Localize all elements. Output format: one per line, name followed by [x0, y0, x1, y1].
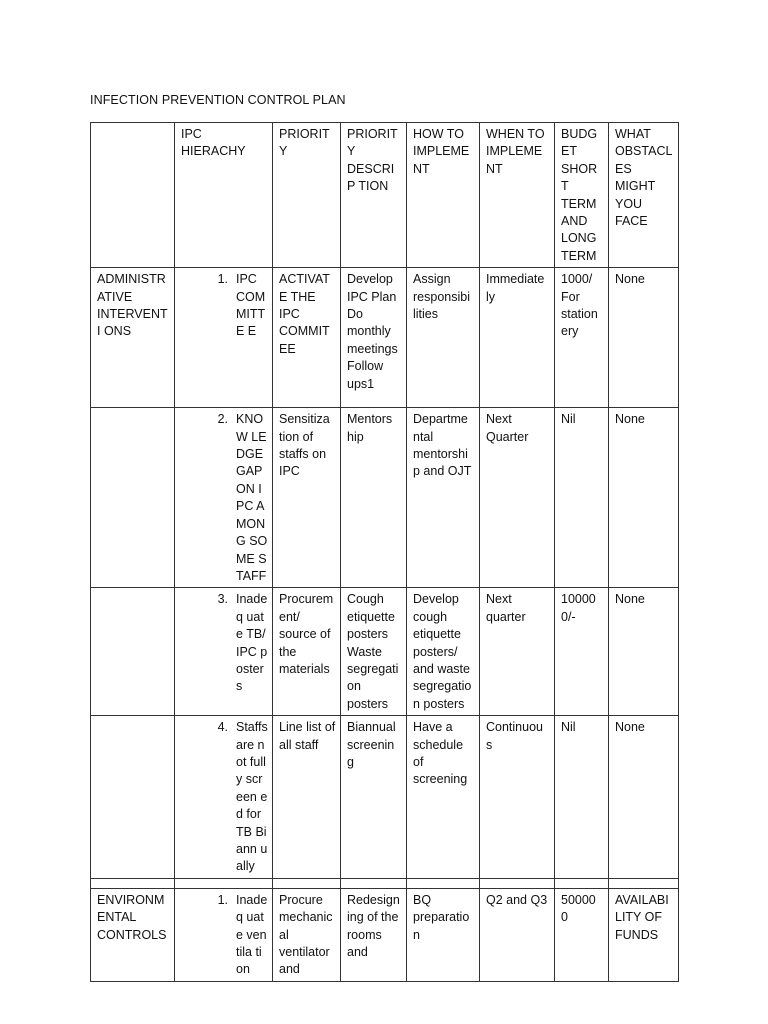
- budget-cell: Nil: [555, 408, 609, 588]
- description-cell: Mentors hip: [341, 408, 407, 588]
- description-cell: Redesign ing of the rooms and: [341, 888, 407, 981]
- ipc-cell: [175, 588, 273, 716]
- when-cell: Next quarter: [480, 588, 555, 716]
- ipc-text: IPC COM MITTE E: [236, 272, 266, 339]
- table-row: [91, 268, 679, 408]
- spacer-cell: [480, 878, 555, 888]
- header-how-to-implement: HOW TO IMPLEME NT: [407, 123, 480, 268]
- category-cell: [91, 408, 175, 588]
- category-cell: [91, 716, 175, 879]
- how-cell: Assign responsibi lities: [407, 268, 480, 408]
- spacer-cell: [91, 878, 175, 888]
- budget-cell: Nil: [555, 716, 609, 879]
- table-row: [91, 888, 679, 981]
- obstacles-cell: AVAILABI LITY OF FUNDS: [609, 888, 679, 981]
- ipc-cell: [175, 888, 273, 981]
- ipc-cell: [175, 408, 273, 588]
- item-number: 4.: [217, 720, 228, 735]
- how-cell: Have a schedule of screening: [407, 716, 480, 879]
- spacer-cell: [609, 878, 679, 888]
- category-cell: ADMINISTR ATIVE INTERVENTI ONS: [91, 268, 175, 408]
- header-priority-description: PRIORITY DESCRIP TION: [341, 123, 407, 268]
- ipc-cell: [175, 268, 273, 408]
- ipc-text: KNOW LEDGE GAP ON IPC AMON G SOME STAFF: [236, 412, 268, 583]
- when-cell: Next Quarter: [480, 408, 555, 588]
- spacer-cell: [407, 878, 480, 888]
- budget-cell: 50000 0: [555, 888, 609, 981]
- description-cell: Develop IPC Plan Do monthly meetings Follow ups1: [341, 268, 407, 408]
- header-obstacles: WHAT OBSTACL ES MIGHT YOU FACE: [609, 123, 679, 268]
- description-cell: Biannual screenin g: [341, 716, 407, 879]
- how-cell: Departme ntal mentorshi p and OJT: [407, 408, 480, 588]
- priority-cell: Procure mechanic al ventilator and: [273, 888, 341, 981]
- ipc-text: Staffs are not fully screen ed for TB Biann ually: [236, 720, 268, 874]
- priority-cell: Line list of all staff: [273, 716, 341, 879]
- budget-cell: 10000 0/-: [555, 588, 609, 716]
- obstacles-cell: None: [609, 588, 679, 716]
- table-row: [91, 716, 679, 879]
- description-cell: Cough etiquette posters Waste segregati on posters: [341, 588, 407, 716]
- when-cell: Q2 and Q3: [480, 888, 555, 981]
- header-category: [91, 123, 175, 268]
- spacer-cell: [341, 878, 407, 888]
- ipc-text: Inadeq uate TB/IPC poster s: [236, 592, 268, 694]
- priority-cell: ACTIVATE THE IPC COMMIT EE: [273, 268, 341, 408]
- ipc-cell: [175, 716, 273, 879]
- when-cell: Immediate ly: [480, 268, 555, 408]
- item-number: 1.: [217, 892, 228, 907]
- item-number: 1.: [217, 272, 228, 287]
- document-title: INFECTION PREVENTION CONTROL PLAN: [90, 93, 346, 107]
- ipc-text: Inadeq uate ventila tion: [236, 892, 268, 977]
- item-number: 3.: [217, 592, 228, 607]
- ipc-plan-table: [90, 122, 679, 982]
- header-priority: PRIORITY: [273, 123, 341, 268]
- header-when-to-implement: WHEN TO IMPLEME NT: [480, 123, 555, 268]
- obstacles-cell: None: [609, 408, 679, 588]
- header-row: [91, 123, 679, 268]
- header-budget: BUDG ET SHORT TERM AND LONG TERM: [555, 123, 609, 268]
- obstacles-cell: None: [609, 716, 679, 879]
- obstacles-cell: None: [609, 268, 679, 408]
- category-cell: [91, 588, 175, 716]
- spacer-row: [91, 878, 679, 888]
- table-row: [91, 408, 679, 588]
- budget-cell: 1000/ For station ery: [555, 268, 609, 408]
- how-cell: Develop cough etiquette posters/ and waste segregatio n posters: [407, 588, 480, 716]
- when-cell: Continuou s: [480, 716, 555, 879]
- table-row: [91, 588, 679, 716]
- spacer-cell: [273, 878, 341, 888]
- priority-cell: Sensitiza tion of staffs on IPC: [273, 408, 341, 588]
- item-number: 2.: [217, 412, 228, 427]
- category-cell: ENVIRONM ENTAL CONTROLS: [91, 888, 175, 981]
- spacer-cell: [175, 878, 273, 888]
- spacer-cell: [555, 878, 609, 888]
- how-cell: BQ preparatio n: [407, 888, 480, 981]
- priority-cell: Procurem ent/ source of the materials: [273, 588, 341, 716]
- header-ipc-hierarchy: IPC HIERACHY: [175, 123, 273, 268]
